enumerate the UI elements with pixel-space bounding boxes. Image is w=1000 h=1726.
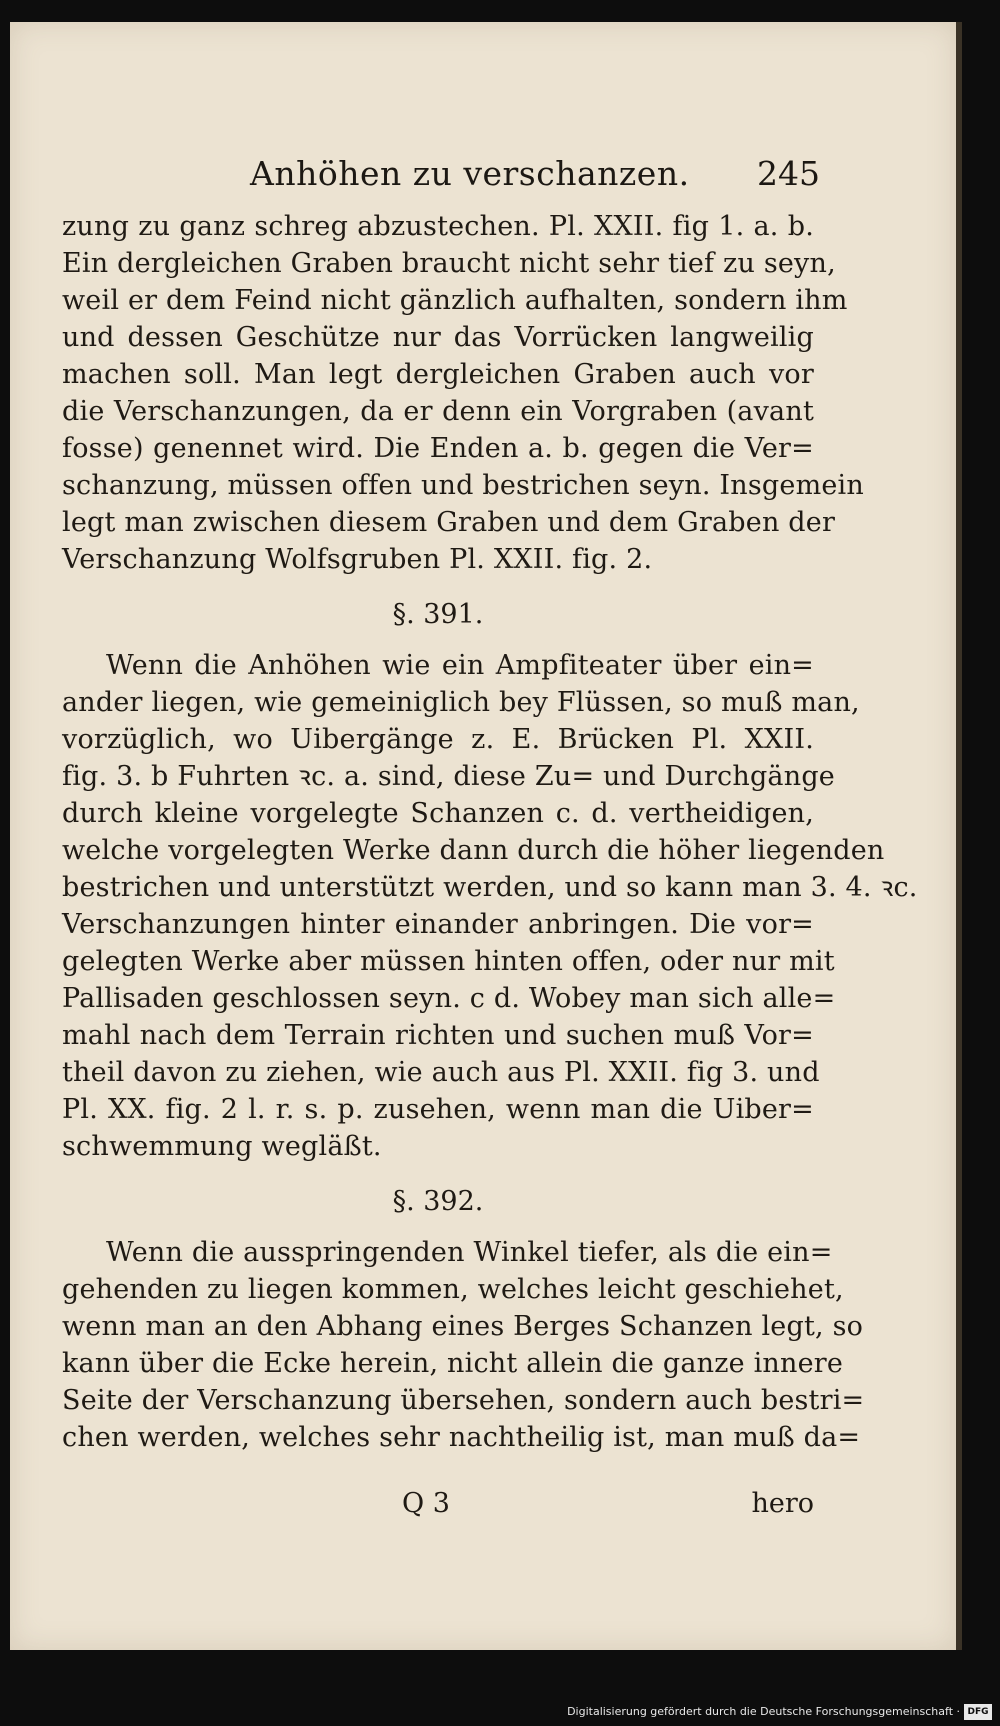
text-line: weil er dem Feind nicht gänzlich aufhalten, sondern ihm (62, 285, 848, 316)
page-footer (62, 1488, 814, 1528)
text-line: schwemmung wegläßt. (62, 1131, 382, 1162)
book-page (10, 22, 956, 1650)
page-header (10, 150, 956, 202)
text-line: bestrichen und unterstützt werden, und so kann man 3. 4. ꝛc. (62, 872, 918, 903)
text-line: vorzüglich, wo Uibergänge z. E. Brücken Pl. XXII. (62, 724, 814, 755)
text-line: schanzung, müssen offen und bestrichen seyn. Insgemein (62, 470, 864, 501)
paragraph-continuation (62, 208, 864, 578)
text-line: gehenden zu liegen kommen, welches leicht geschiehet, (62, 1274, 844, 1305)
text-line: Pallisaden geschlossen seyn. c d. Wobey man sich alle= (62, 983, 836, 1014)
body-text (62, 208, 918, 1456)
text-line: die Verschanzungen, da er denn ein Vorgraben (avant (62, 396, 814, 427)
signature-mark: Q 3 (402, 1488, 450, 1519)
dfg-logo-icon: DFG (964, 1704, 992, 1720)
credit-bar (0, 1700, 1000, 1726)
text-line: und dessen Geschütze nur das Vorrücken langweilig (62, 322, 814, 353)
text-line: fig. 3. b Fuhrten ꝛc. a. sind, diese Zu= und Durchgänge (62, 761, 835, 792)
text-line: zung zu ganz schreg abzustechen. Pl. XXII. fig 1. a. b. (62, 211, 814, 242)
text-line: welche vorgelegten Werke dann durch die höher liegenden (62, 835, 885, 866)
text-line: Pl. XX. fig. 2 l. r. s. p. zusehen, wenn man die Uiber= (62, 1094, 814, 1125)
text-line: mahl nach dem Terrain richten und suchen muß Vor= (62, 1020, 814, 1051)
section-heading-391: §. 391. (392, 599, 484, 630)
section-heading-392: §. 392. (392, 1186, 484, 1217)
running-head: Anhöhen zu verschanzen. (250, 154, 690, 193)
page-number: 245 (757, 154, 820, 193)
text-line: theil davon zu ziehen, wie auch aus Pl. XXII. fig 3. und (62, 1057, 820, 1088)
catchword: hero (751, 1488, 814, 1519)
text-line: ander liegen, wie gemeiniglich bey Flüssen, so muß man, (62, 687, 860, 718)
text-line: durch kleine vorgelegte Schanzen c. d. vertheidigen, (62, 798, 814, 829)
text-line: Wenn die Anhöhen wie ein Ampfiteater über ein= (106, 650, 814, 681)
text-line: machen soll. Man legt dergleichen Graben auch vor (62, 359, 814, 390)
paragraph-392 (62, 1234, 865, 1456)
text-line: Ein dergleichen Graben braucht nicht sehr tief zu seyn, (62, 248, 836, 279)
text-line: Verschanzung Wolfsgruben Pl. XXII. fig. 2. (62, 544, 653, 575)
text-line: Seite der Verschanzung übersehen, sondern auch bestri= (62, 1385, 865, 1416)
text-line: kann über die Ecke herein, nicht allein die ganze innere (62, 1348, 844, 1379)
credit-text: Digitalisierung gefördert durch die Deutsche Forschungsgemeinschaft · (567, 1705, 960, 1718)
paragraph-391 (62, 647, 918, 1165)
text-line: wenn man an den Abhang eines Berges Schanzen legt, so (62, 1311, 864, 1342)
text-line: gelegten Werke aber müssen hinten offen, oder nur mit (62, 946, 835, 977)
text-line: legt man zwischen diesem Graben und dem Graben der (62, 507, 836, 538)
text-line: Verschanzungen hinter einander anbringen. Die vor= (62, 909, 814, 940)
text-line: fosse) genennet wird. Die Enden a. b. gegen die Ver= (62, 433, 814, 464)
text-line: Wenn die ausspringenden Winkel tiefer, als die ein= (106, 1237, 833, 1268)
text-line: chen werden, welches sehr nachtheilig ist, man muß da= (62, 1422, 861, 1453)
page-edge (956, 22, 962, 1650)
